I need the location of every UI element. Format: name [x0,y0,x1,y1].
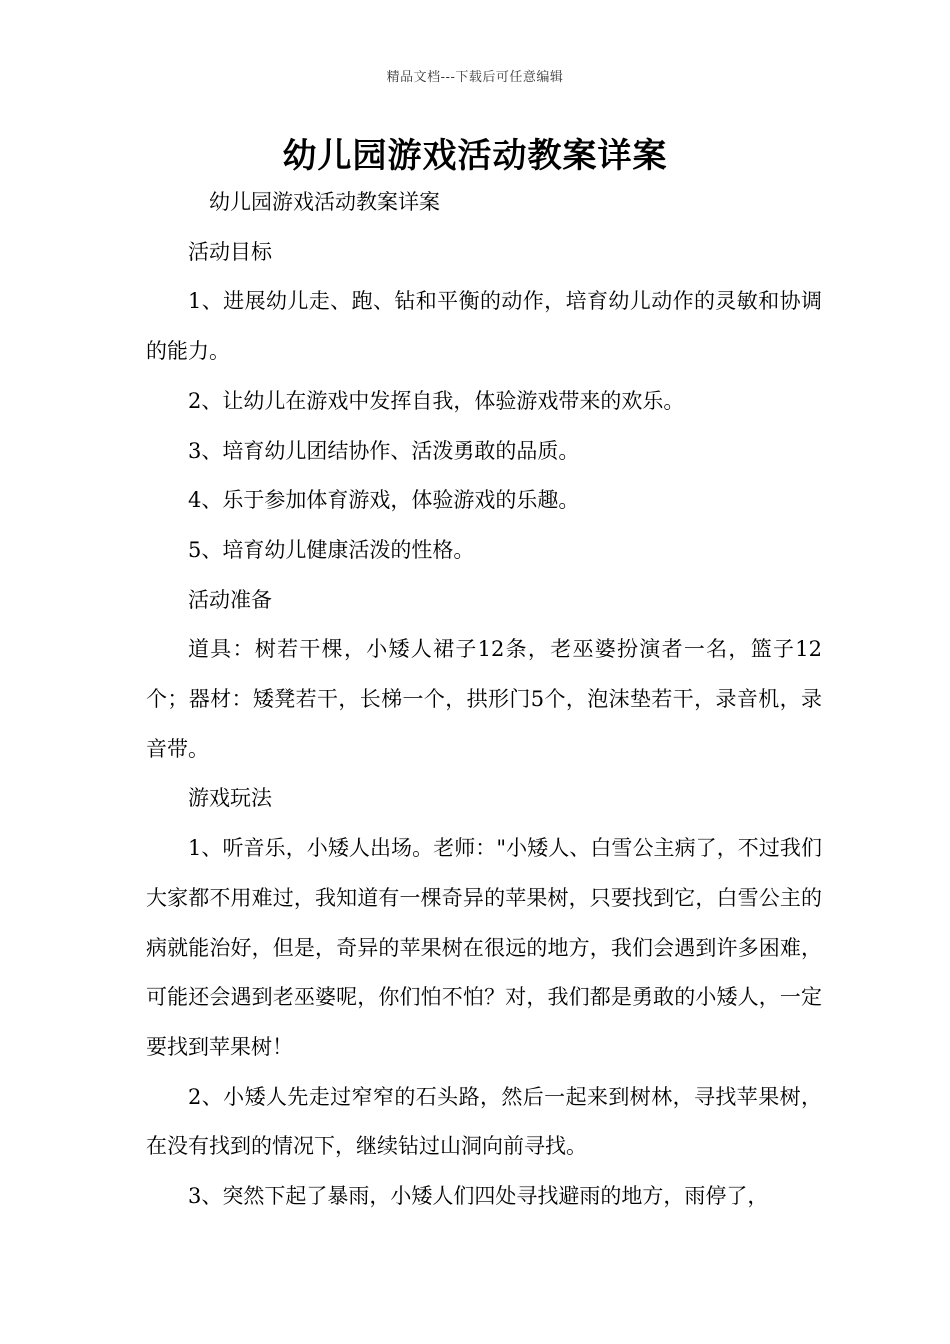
goal-item-1: 1、进展幼儿走、跑、钻和平衡的动作，培育幼儿动作的灵敏和协调的能力。 [146,289,822,364]
document-title: 幼儿园游戏活动教案详案 [282,136,668,176]
goal-item-5: 5、培育幼儿健康活泼的性格。 [188,537,475,562]
header-note: 精品文档---下载后可任意编辑 [386,70,564,85]
gameplay-step-3: 3、突然下起了暴雨，小矮人们四处寻找避雨的地方，雨停了， [188,1184,769,1209]
section-heading-goals: 活动目标 [188,239,272,264]
gameplay-step-2: 2、小矮人先走过窄窄的石头路，然后一起来到树林，寻找苹果树，在没有找到的情况下，继续钻过山洞向前寻找。 [146,1084,822,1159]
goal-item-3: 3、培育幼儿团结协作、活泼勇敢的品质。 [188,438,580,463]
preparation-paragraph: 道具：树若干棵，小矮人裙子12条，老巫婆扮演者一名，篮子12个；器材：矮凳若干，长梯一个，拱形门5个，泡沫垫若干，录音机，录音带。 [146,637,822,761]
section-heading-gameplay: 游戏玩法 [188,786,272,811]
document-body [146,178,822,1222]
goal-item-2: 2、让幼儿在游戏中发挥自我，体验游戏带来的欢乐。 [188,388,685,413]
section-heading-preparation: 活动准备 [188,587,272,612]
goal-item-4: 4、乐于参加体育游戏，体验游戏的乐趣。 [188,488,580,513]
gameplay-step-1: 1、听音乐，小矮人出场。老师："小矮人、白雪公主病了，不过我们大家都不用难过，我知道有一棵奇异的苹果树，只要找到它，白雪公主的病就能治好，但是，奇异的苹果树在很远的地方，我们会遇到许多困难，可能还会遇到老巫婆呢，你们怕不怕？对，我们都是勇敢的小矮人，一定要找到苹果树！ [146,836,822,1059]
body-subtitle: 幼儿园游戏活动教案详案 [209,190,440,214]
